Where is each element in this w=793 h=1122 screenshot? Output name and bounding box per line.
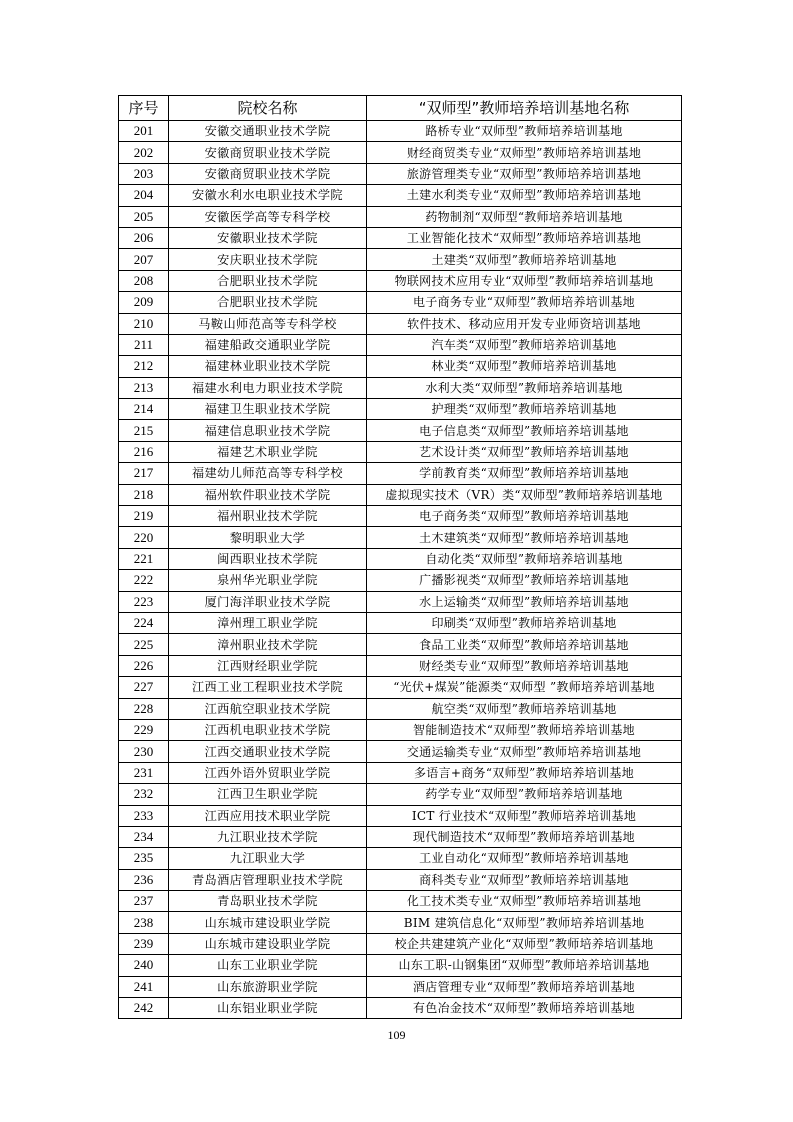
- serial-number-cell: 218: [119, 484, 169, 505]
- school-name-cell: 江西航空职业技术学院: [169, 698, 367, 719]
- table-row: [119, 634, 682, 655]
- school-name-cell: 山东铝业职业学院: [169, 998, 367, 1019]
- base-name-cell: 电子信息类“双师型”教师培养培训基地: [367, 420, 682, 441]
- school-name-cell: 安徽水利水电职业技术学院: [169, 185, 367, 206]
- serial-number-cell: 209: [119, 292, 169, 313]
- serial-number-cell: 215: [119, 420, 169, 441]
- base-name-cell: 水利大类“双师型”教师培养培训基地: [367, 377, 682, 398]
- serial-number-cell: 226: [119, 655, 169, 676]
- base-name-cell: 艺术设计类“双师型”教师培养培训基地: [367, 441, 682, 462]
- base-name-cell: 智能制造技术“双师型”教师培养培训基地: [367, 719, 682, 740]
- table-row: [119, 719, 682, 740]
- base-name-cell: 食品工业类“双师型”教师培养培训基地: [367, 634, 682, 655]
- base-name-cell: 印刷类“双师型”教师培养培训基地: [367, 612, 682, 633]
- header-row: [119, 96, 682, 121]
- table-row: [119, 121, 682, 142]
- training-base-table: [118, 95, 682, 1019]
- school-name-cell: 安徽交通职业技术学院: [169, 121, 367, 142]
- serial-number-cell: 213: [119, 377, 169, 398]
- serial-number-cell: 220: [119, 527, 169, 548]
- table-row: [119, 869, 682, 890]
- school-name-cell: 福建幼儿师范高等专科学校: [169, 463, 367, 484]
- header-base-name: “双师型”教师培养培训基地名称: [367, 96, 682, 121]
- school-name-cell: 福建信息职业技术学院: [169, 420, 367, 441]
- table-row: [119, 292, 682, 313]
- table-row: [119, 655, 682, 676]
- base-name-cell: 土建类“双师型”教师培养培训基地: [367, 249, 682, 270]
- school-name-cell: 闽西职业技术学院: [169, 548, 367, 569]
- table-row: [119, 185, 682, 206]
- serial-number-cell: 222: [119, 570, 169, 591]
- table-row: [119, 206, 682, 227]
- table-row: [119, 334, 682, 355]
- school-name-cell: 合肥职业技术学院: [169, 270, 367, 291]
- serial-number-cell: 238: [119, 912, 169, 933]
- table-row: [119, 527, 682, 548]
- base-name-cell: 有色冶金技术“双师型”教师培养培训基地: [367, 998, 682, 1019]
- school-name-cell: 福州职业技术学院: [169, 506, 367, 527]
- serial-number-cell: 229: [119, 719, 169, 740]
- base-name-cell: 土建水利类专业“双师型”教师培养培训基地: [367, 185, 682, 206]
- serial-number-cell: 219: [119, 506, 169, 527]
- school-name-cell: 漳州理工职业学院: [169, 612, 367, 633]
- serial-number-cell: 207: [119, 249, 169, 270]
- serial-number-cell: 240: [119, 955, 169, 976]
- school-name-cell: 山东旅游职业学院: [169, 976, 367, 997]
- table-row: [119, 420, 682, 441]
- table-row: [119, 548, 682, 569]
- serial-number-cell: 217: [119, 463, 169, 484]
- table-row: [119, 848, 682, 869]
- school-name-cell: 安徽商贸职业技术学院: [169, 163, 367, 184]
- serial-number-cell: 235: [119, 848, 169, 869]
- table-row: [119, 998, 682, 1019]
- school-name-cell: 福建卫生职业技术学院: [169, 399, 367, 420]
- school-name-cell: 安徽商贸职业技术学院: [169, 142, 367, 163]
- school-name-cell: 福建船政交通职业学院: [169, 334, 367, 355]
- serial-number-cell: 202: [119, 142, 169, 163]
- school-name-cell: 厦门海洋职业技术学院: [169, 591, 367, 612]
- base-name-cell: 旅游管理类专业“双师型”教师培养培训基地: [367, 163, 682, 184]
- school-name-cell: 山东城市建设职业学院: [169, 933, 367, 954]
- table-row: [119, 698, 682, 719]
- base-name-cell: 电子商务专业“双师型”教师培养培训基地: [367, 292, 682, 313]
- base-name-cell: 现代制造技术“双师型”教师培养培训基地: [367, 826, 682, 847]
- base-name-cell: 汽车类“双师型”教师培养培训基地: [367, 334, 682, 355]
- table-row: [119, 441, 682, 462]
- school-name-cell: 江西外语外贸职业学院: [169, 762, 367, 783]
- table-row: [119, 270, 682, 291]
- school-name-cell: 黎明职业大学: [169, 527, 367, 548]
- base-name-cell: 虚拟现实技术（VR）类“双师型”教师培养培训基地: [367, 484, 682, 505]
- serial-number-cell: 242: [119, 998, 169, 1019]
- base-name-cell: 校企共建建筑产业化“双师型”教师培养培训基地: [367, 933, 682, 954]
- serial-number-cell: 223: [119, 591, 169, 612]
- school-name-cell: 安庆职业技术学院: [169, 249, 367, 270]
- base-name-cell: 航空类“双师型”教师培养培训基地: [367, 698, 682, 719]
- base-name-cell: 电子商务类“双师型”教师培养培训基地: [367, 506, 682, 527]
- school-name-cell: 泉州华光职业学院: [169, 570, 367, 591]
- serial-number-cell: 208: [119, 270, 169, 291]
- serial-number-cell: 239: [119, 933, 169, 954]
- table-header: [119, 96, 682, 121]
- serial-number-cell: 241: [119, 976, 169, 997]
- base-name-cell: 药物制剂“双师型“教师培养培训基地: [367, 206, 682, 227]
- table-row: [119, 484, 682, 505]
- school-name-cell: 福建林业职业技术学院: [169, 356, 367, 377]
- header-school-name: 院校名称: [169, 96, 367, 121]
- serial-number-cell: 236: [119, 869, 169, 890]
- table-row: [119, 356, 682, 377]
- base-name-cell: 学前教育类“双师型”教师培养培训基地: [367, 463, 682, 484]
- table-row: [119, 249, 682, 270]
- serial-number-cell: 204: [119, 185, 169, 206]
- base-name-cell: BIM 建筑信息化“双师型”教师培养培训基地: [367, 912, 682, 933]
- serial-number-cell: 216: [119, 441, 169, 462]
- base-name-cell: 药学专业“双师型”教师培养培训基地: [367, 784, 682, 805]
- base-name-cell: 路桥专业“双师型”教师培养培训基地: [367, 121, 682, 142]
- serial-number-cell: 221: [119, 548, 169, 569]
- table-row: [119, 677, 682, 698]
- serial-number-cell: 203: [119, 163, 169, 184]
- serial-number-cell: 206: [119, 227, 169, 248]
- school-name-cell: 福建艺术职业学院: [169, 441, 367, 462]
- base-name-cell: 水上运输类“双师型”教师培养培训基地: [367, 591, 682, 612]
- base-name-cell: 财经类专业“双师型”教师培养培训基地: [367, 655, 682, 676]
- table-row: [119, 313, 682, 334]
- school-name-cell: 江西机电职业技术学院: [169, 719, 367, 740]
- table-row: [119, 955, 682, 976]
- school-name-cell: 青岛酒店管理职业技术学院: [169, 869, 367, 890]
- serial-number-cell: 237: [119, 891, 169, 912]
- base-name-cell: 财经商贸类专业“双师型”教师培养培训基地: [367, 142, 682, 163]
- school-name-cell: 江西工业工程职业技术学院: [169, 677, 367, 698]
- serial-number-cell: 230: [119, 741, 169, 762]
- table-row: [119, 163, 682, 184]
- header-serial-number: 序号: [119, 96, 169, 121]
- serial-number-cell: 227: [119, 677, 169, 698]
- table-row: [119, 591, 682, 612]
- school-name-cell: 安徽医学高等专科学校: [169, 206, 367, 227]
- base-name-cell: 多语言+商务“双师型”教师培养培训基地: [367, 762, 682, 783]
- table-row: [119, 933, 682, 954]
- base-name-cell: 工业自动化“双师型”教师培养培训基地: [367, 848, 682, 869]
- school-name-cell: 江西应用技术职业学院: [169, 805, 367, 826]
- table-row: [119, 741, 682, 762]
- school-name-cell: 安徽职业技术学院: [169, 227, 367, 248]
- school-name-cell: 九江职业大学: [169, 848, 367, 869]
- table-row: [119, 227, 682, 248]
- table-row: [119, 399, 682, 420]
- serial-number-cell: 201: [119, 121, 169, 142]
- school-name-cell: 山东工业职业学院: [169, 955, 367, 976]
- base-name-cell: 物联网技术应用专业“双师型”教师培养培训基地: [367, 270, 682, 291]
- table-row: [119, 463, 682, 484]
- table-row: [119, 912, 682, 933]
- table-row: [119, 805, 682, 826]
- table-row: [119, 784, 682, 805]
- base-name-cell: 山东工职-山钢集团“双师型”教师培养培训基地: [367, 955, 682, 976]
- serial-number-cell: 228: [119, 698, 169, 719]
- school-name-cell: 江西财经职业学院: [169, 655, 367, 676]
- base-name-cell: 林业类“双师型”教师培养培训基地: [367, 356, 682, 377]
- base-name-cell: 酒店管理专业“双师型”教师培养培训基地: [367, 976, 682, 997]
- serial-number-cell: 224: [119, 612, 169, 633]
- table-row: [119, 570, 682, 591]
- base-name-cell: 商科类专业“双师型”教师培养培训基地: [367, 869, 682, 890]
- school-name-cell: 青岛职业技术学院: [169, 891, 367, 912]
- school-name-cell: 合肥职业技术学院: [169, 292, 367, 313]
- table-row: [119, 762, 682, 783]
- base-name-cell: 交通运输类专业“双师型”教师培养培训基地: [367, 741, 682, 762]
- base-name-cell: ICT 行业技术“双师型”教师培养培训基地: [367, 805, 682, 826]
- base-name-cell: 土木建筑类“双师型”教师培养培训基地: [367, 527, 682, 548]
- school-name-cell: 山东城市建设职业学院: [169, 912, 367, 933]
- serial-number-cell: 214: [119, 399, 169, 420]
- base-name-cell: 护理类“双师型”教师培养培训基地: [367, 399, 682, 420]
- serial-number-cell: 233: [119, 805, 169, 826]
- school-name-cell: 九江职业技术学院: [169, 826, 367, 847]
- table-body: [119, 121, 682, 1019]
- serial-number-cell: 212: [119, 356, 169, 377]
- base-name-cell: “光伏+煤炭”能源类“双师型 ”教师培养培训基地: [367, 677, 682, 698]
- school-name-cell: 江西卫生职业学院: [169, 784, 367, 805]
- school-name-cell: 江西交通职业技术学院: [169, 741, 367, 762]
- page-number: 109: [387, 1028, 406, 1042]
- serial-number-cell: 234: [119, 826, 169, 847]
- base-name-cell: 化工技术类专业“双师型”教师培养培训基地: [367, 891, 682, 912]
- table-row: [119, 506, 682, 527]
- base-name-cell: 软件技术、移动应用开发专业师资培训基地: [367, 313, 682, 334]
- serial-number-cell: 211: [119, 334, 169, 355]
- base-name-cell: 工业智能化技术“双师型”教师培养培训基地: [367, 227, 682, 248]
- base-name-cell: 自动化类“双师型”教师培养培训基地: [367, 548, 682, 569]
- school-name-cell: 马鞍山师范高等专科学校: [169, 313, 367, 334]
- serial-number-cell: 231: [119, 762, 169, 783]
- base-name-cell: 广播影视类“双师型”教师培养培训基地: [367, 570, 682, 591]
- school-name-cell: 福州软件职业技术学院: [169, 484, 367, 505]
- table-row: [119, 976, 682, 997]
- table-row: [119, 377, 682, 398]
- serial-number-cell: 205: [119, 206, 169, 227]
- serial-number-cell: 225: [119, 634, 169, 655]
- table-row: [119, 891, 682, 912]
- serial-number-cell: 232: [119, 784, 169, 805]
- serial-number-cell: 210: [119, 313, 169, 334]
- school-name-cell: 漳州职业技术学院: [169, 634, 367, 655]
- table-row: [119, 142, 682, 163]
- table-row: [119, 826, 682, 847]
- table-row: [119, 612, 682, 633]
- school-name-cell: 福建水利电力职业技术学院: [169, 377, 367, 398]
